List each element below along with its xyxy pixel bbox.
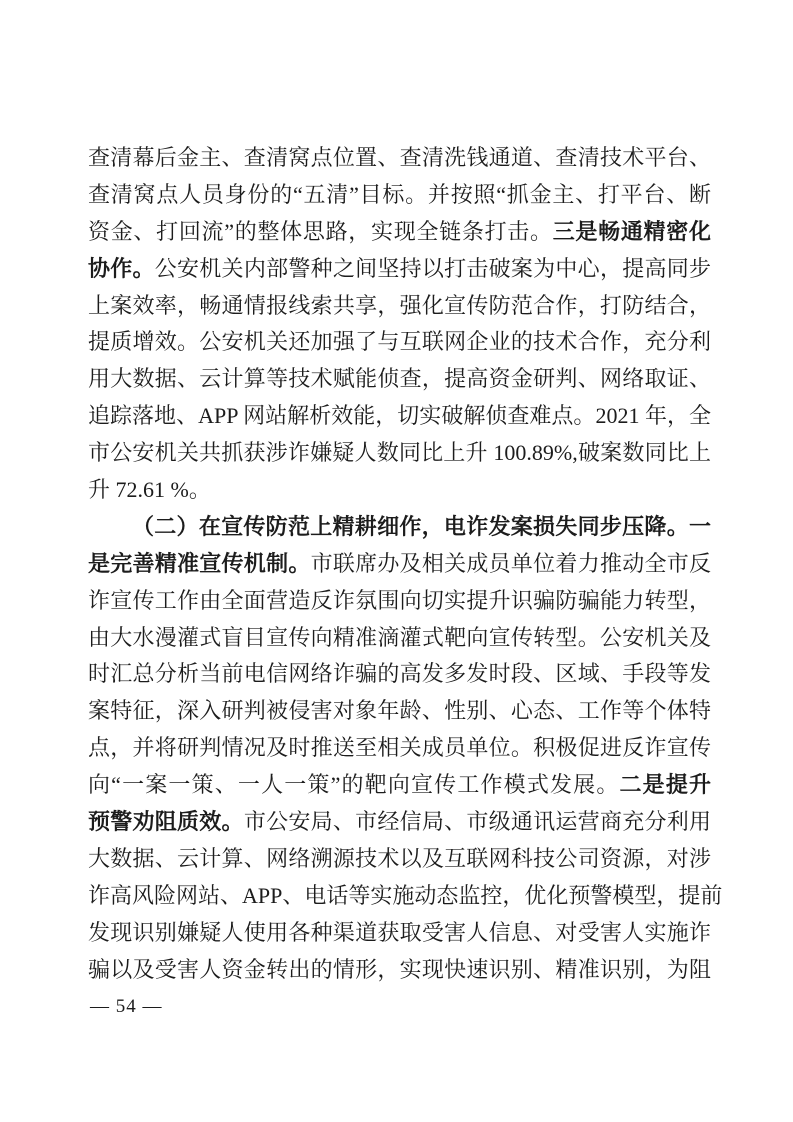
text-segment: 追踪落地、APP 网站解析效能，切实破解侦查难点。2021 年，全 xyxy=(88,403,711,429)
text-line xyxy=(88,177,711,214)
text-line xyxy=(88,878,723,915)
text-line xyxy=(88,288,711,325)
text-line xyxy=(88,693,711,730)
bold-text-segment: 协作。 xyxy=(88,255,155,281)
bold-text-segment: 三是畅通精密化 xyxy=(552,218,711,244)
text-line xyxy=(88,583,711,620)
text-line xyxy=(88,841,711,878)
text-line xyxy=(88,472,711,509)
text-segment: 诈宣传工作由全面营造反诈氛围向切实提升识骗防骗能力转型， xyxy=(88,587,711,613)
bold-text-segment: 预警劝阻质效。 xyxy=(88,809,244,835)
text-line xyxy=(88,140,711,177)
text-segment: 由大水漫灌式盲目宣传向精准滴灌式靶向宣传转型。公安机关及 xyxy=(88,624,711,650)
page-number: — 54 — xyxy=(90,996,163,1017)
text-segment: 资金、打回流”的整体思路，实现全链条打击。 xyxy=(88,218,553,244)
text-segment: 发现识别嫌疑人使用各种渠道获取受害人信息、对受害人实施诈 xyxy=(88,919,711,945)
text-line xyxy=(88,361,711,398)
text-segment: 点，并将研判情况及时推送至相关成员单位。积极促进反诈宣传 xyxy=(88,735,711,761)
text-line xyxy=(88,546,711,583)
text-segment: 大数据、云计算、网络溯源技术以及互联网科技公司资源，对涉 xyxy=(88,845,711,871)
bold-text-segment: 是完善精准宣传机制。 xyxy=(88,550,311,576)
text-line xyxy=(88,915,711,952)
text-segment: 市联席办及相关成员单位着力推动全市反 xyxy=(310,550,711,576)
text-segment: 升 72.61 %。 xyxy=(88,477,211,503)
text-line xyxy=(88,804,711,841)
bold-text-segment: （二）在宣传防范上精耕细作，电诈发案损失同步压降。一 xyxy=(132,513,711,539)
text-line xyxy=(88,656,711,693)
text-segment: 公安机关内部警种之间坚持以打击破案为中心，提高同步 xyxy=(154,255,711,281)
page-footer xyxy=(90,995,163,1019)
text-segment: 骗以及受害人资金转出的情形，实现快速识别、精准识别，为阻 xyxy=(88,956,711,982)
document-body xyxy=(88,140,723,988)
text-segment: 查清幕后金主、查清窝点位置、查清洗钱通道、查清技术平台、 xyxy=(88,145,711,170)
text-line xyxy=(88,435,711,472)
text-line xyxy=(88,509,711,546)
text-segment: 查清窝点人员身份的“五清”目标。并按照“抓金主、打平台、断 xyxy=(88,181,711,207)
text-line xyxy=(88,324,711,361)
text-line xyxy=(88,620,711,657)
text-line xyxy=(88,398,711,435)
text-segment: 提质增效。公安机关还加强了与互联网企业的技术合作，充分利 xyxy=(88,329,711,355)
bold-text-segment: 二是提升 xyxy=(619,772,711,798)
text-segment: 市公安局、市经信局、市级通讯运营商充分利用 xyxy=(243,809,711,835)
text-line xyxy=(88,251,711,288)
text-line xyxy=(88,767,711,804)
text-segment: 案特征，深入研判被侵害对象年龄、性别、心态、工作等个体特 xyxy=(88,698,711,724)
text-line xyxy=(88,214,711,251)
text-line xyxy=(88,730,711,767)
text-segment: 时汇总分析当前电信网络诈骗的高发多发时段、区域、手段等发 xyxy=(88,661,711,687)
text-segment: 用大数据、云计算等技术赋能侦查，提高资金研判、网络取证、 xyxy=(88,366,711,392)
text-segment: 上案效率，畅通情报线索共享，强化宣传防范合作，打防结合， xyxy=(88,292,711,318)
text-line xyxy=(88,952,711,989)
text-segment: 市公安机关共抓获涉诈嫌疑人数同比上升 100.89%,破案数同比上 xyxy=(88,440,711,466)
text-segment: 诈高风险网站、APP、电话等实施动态监控，优化预警模型，提前 xyxy=(88,882,723,908)
text-segment: 向“一案一策、一人一策”的靶向宣传工作模式发展。 xyxy=(88,772,620,798)
